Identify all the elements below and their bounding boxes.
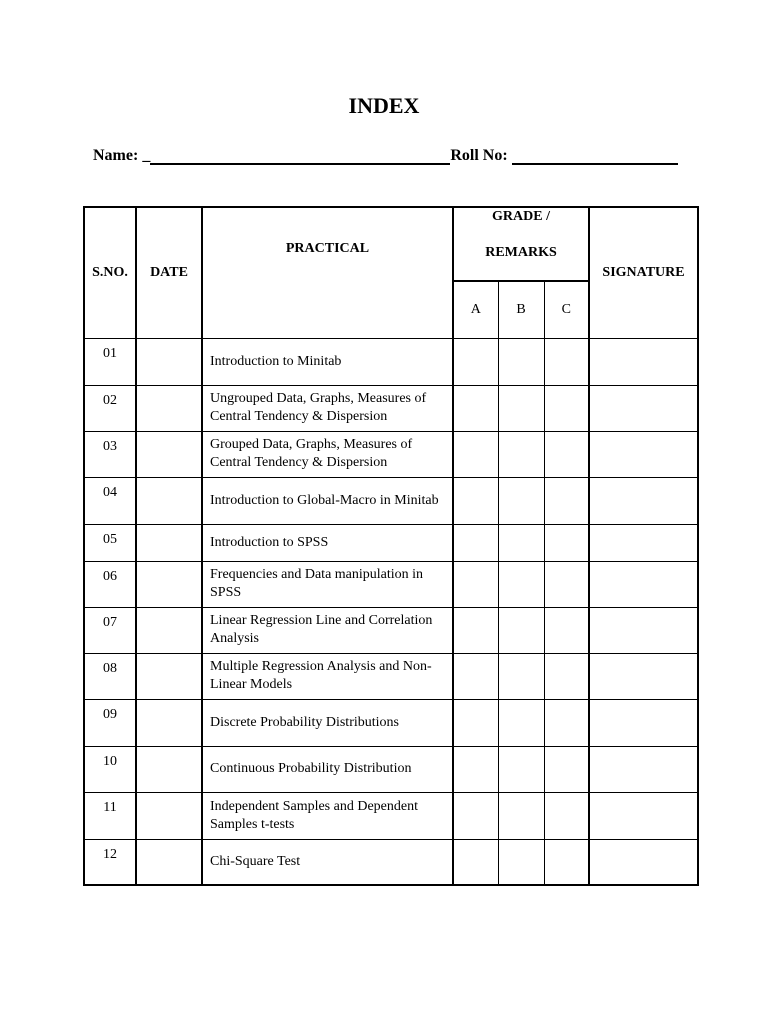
- row-grade-a-cell[interactable]: [453, 699, 498, 746]
- table-row: [84, 746, 698, 792]
- row-sno: 03: [84, 431, 136, 477]
- name-blank[interactable]: [150, 147, 450, 165]
- row-practical: Continuous Probability Distribution: [202, 746, 453, 792]
- row-signature-cell[interactable]: [589, 607, 698, 653]
- row-grade-b-cell[interactable]: [498, 607, 544, 653]
- header-grade-c: C: [544, 281, 589, 338]
- header-date: DATE: [136, 207, 202, 338]
- row-grade-b-cell[interactable]: [498, 477, 544, 524]
- row-sno: 04: [84, 477, 136, 524]
- table-row: [84, 385, 698, 431]
- row-grade-c-cell[interactable]: [544, 561, 589, 607]
- row-sno: 10: [84, 746, 136, 792]
- row-grade-c-cell[interactable]: [544, 699, 589, 746]
- table-row: [84, 431, 698, 477]
- table-row: [84, 839, 698, 885]
- row-grade-c-cell[interactable]: [544, 338, 589, 385]
- row-signature-cell[interactable]: [589, 792, 698, 839]
- row-date-cell[interactable]: [136, 477, 202, 524]
- row-date-cell[interactable]: [136, 607, 202, 653]
- row-date-cell[interactable]: [136, 338, 202, 385]
- row-grade-a-cell[interactable]: [453, 561, 498, 607]
- row-practical: Linear Regression Line and Correlation Analysis: [202, 607, 453, 653]
- row-date-cell[interactable]: [136, 746, 202, 792]
- row-grade-b-cell[interactable]: [498, 524, 544, 561]
- row-date-cell[interactable]: [136, 792, 202, 839]
- row-date-cell[interactable]: [136, 524, 202, 561]
- row-grade-c-cell[interactable]: [544, 653, 589, 699]
- row-practical: Chi-Square Test: [202, 839, 453, 885]
- table-row: [84, 477, 698, 524]
- page-title: INDEX: [348, 93, 420, 118]
- index-table: [83, 206, 699, 886]
- row-grade-b-cell[interactable]: [498, 385, 544, 431]
- row-grade-c-cell[interactable]: [544, 746, 589, 792]
- row-grade-a-cell[interactable]: [453, 607, 498, 653]
- row-sno: 08: [84, 653, 136, 699]
- row-date-cell[interactable]: [136, 653, 202, 699]
- row-grade-c-cell[interactable]: [544, 431, 589, 477]
- row-date-cell[interactable]: [136, 839, 202, 885]
- table-body: [84, 338, 698, 885]
- row-sno: 01: [84, 338, 136, 385]
- row-signature-cell[interactable]: [589, 653, 698, 699]
- row-sno: 09: [84, 699, 136, 746]
- header-sno: S.NO.: [84, 207, 136, 338]
- table-row: [84, 792, 698, 839]
- row-signature-cell[interactable]: [589, 699, 698, 746]
- row-grade-a-cell[interactable]: [453, 524, 498, 561]
- header-grade-label: GRADE /: [492, 209, 550, 224]
- row-grade-a-cell[interactable]: [453, 338, 498, 385]
- row-grade-a-cell[interactable]: [453, 431, 498, 477]
- row-grade-c-cell[interactable]: [544, 839, 589, 885]
- row-practical: Introduction to SPSS: [202, 524, 453, 561]
- row-grade-a-cell[interactable]: [453, 477, 498, 524]
- row-grade-b-cell[interactable]: [498, 653, 544, 699]
- table-row: [84, 561, 698, 607]
- row-grade-c-cell[interactable]: [544, 524, 589, 561]
- table-row: [84, 653, 698, 699]
- row-practical: Multiple Regression Analysis and Non-Linear Models: [202, 653, 453, 699]
- row-grade-b-cell[interactable]: [498, 792, 544, 839]
- row-practical: Introduction to Global-Macro in Minitab: [202, 477, 453, 524]
- row-signature-cell[interactable]: [589, 839, 698, 885]
- row-practical: Ungrouped Data, Graphs, Measures of Central Tendency & Dispersion: [202, 385, 453, 431]
- roll-label: Roll No:: [450, 147, 508, 164]
- header-remarks-label: REMARKS: [485, 245, 557, 260]
- row-practical: Grouped Data, Graphs, Measures of Central Tendency & Dispersion: [202, 431, 453, 477]
- row-practical: Discrete Probability Distributions: [202, 699, 453, 746]
- row-signature-cell[interactable]: [589, 385, 698, 431]
- name-label: Name: _: [93, 147, 151, 164]
- row-sno: 12: [84, 839, 136, 885]
- row-practical: Introduction to Minitab: [202, 338, 453, 385]
- row-grade-a-cell[interactable]: [453, 385, 498, 431]
- header-grade-remarks: [453, 207, 589, 281]
- row-signature-cell[interactable]: [589, 561, 698, 607]
- row-grade-a-cell[interactable]: [453, 746, 498, 792]
- row-grade-b-cell[interactable]: [498, 699, 544, 746]
- table-row: [84, 607, 698, 653]
- row-signature-cell[interactable]: [589, 338, 698, 385]
- table-row: [84, 338, 698, 385]
- row-date-cell[interactable]: [136, 385, 202, 431]
- row-sno: 05: [84, 524, 136, 561]
- row-sno: 06: [84, 561, 136, 607]
- row-grade-b-cell[interactable]: [498, 746, 544, 792]
- row-grade-a-cell[interactable]: [453, 792, 498, 839]
- row-sno: 07: [84, 607, 136, 653]
- row-signature-cell[interactable]: [589, 477, 698, 524]
- roll-blank[interactable]: [512, 147, 678, 165]
- table-row: [84, 524, 698, 561]
- row-sno: 02: [84, 385, 136, 431]
- name-roll-line: [93, 146, 678, 166]
- row-date-cell[interactable]: [136, 699, 202, 746]
- row-grade-b-cell[interactable]: [498, 431, 544, 477]
- row-signature-cell[interactable]: [589, 524, 698, 561]
- header-grade-a: A: [453, 281, 498, 338]
- row-date-cell[interactable]: [136, 431, 202, 477]
- row-grade-b-cell[interactable]: [498, 338, 544, 385]
- row-grade-c-cell[interactable]: [544, 477, 589, 524]
- row-grade-c-cell[interactable]: [544, 607, 589, 653]
- row-grade-b-cell[interactable]: [498, 561, 544, 607]
- header-signature: SIGNATURE: [589, 207, 698, 338]
- header-grade-b: B: [498, 281, 544, 338]
- row-practical: Independent Samples and Dependent Samples t-tests: [202, 792, 453, 839]
- table-row: [84, 699, 698, 746]
- row-grade-c-cell[interactable]: [544, 385, 589, 431]
- row-signature-cell[interactable]: [589, 746, 698, 792]
- row-sno: 11: [84, 792, 136, 839]
- row-grade-b-cell[interactable]: [498, 839, 544, 885]
- row-grade-a-cell[interactable]: [453, 839, 498, 885]
- header-practical: PRACTICAL: [202, 207, 453, 338]
- row-signature-cell[interactable]: [589, 431, 698, 477]
- row-practical: Frequencies and Data manipulation in SPSS: [202, 561, 453, 607]
- row-grade-c-cell[interactable]: [544, 792, 589, 839]
- row-grade-a-cell[interactable]: [453, 653, 498, 699]
- row-date-cell[interactable]: [136, 561, 202, 607]
